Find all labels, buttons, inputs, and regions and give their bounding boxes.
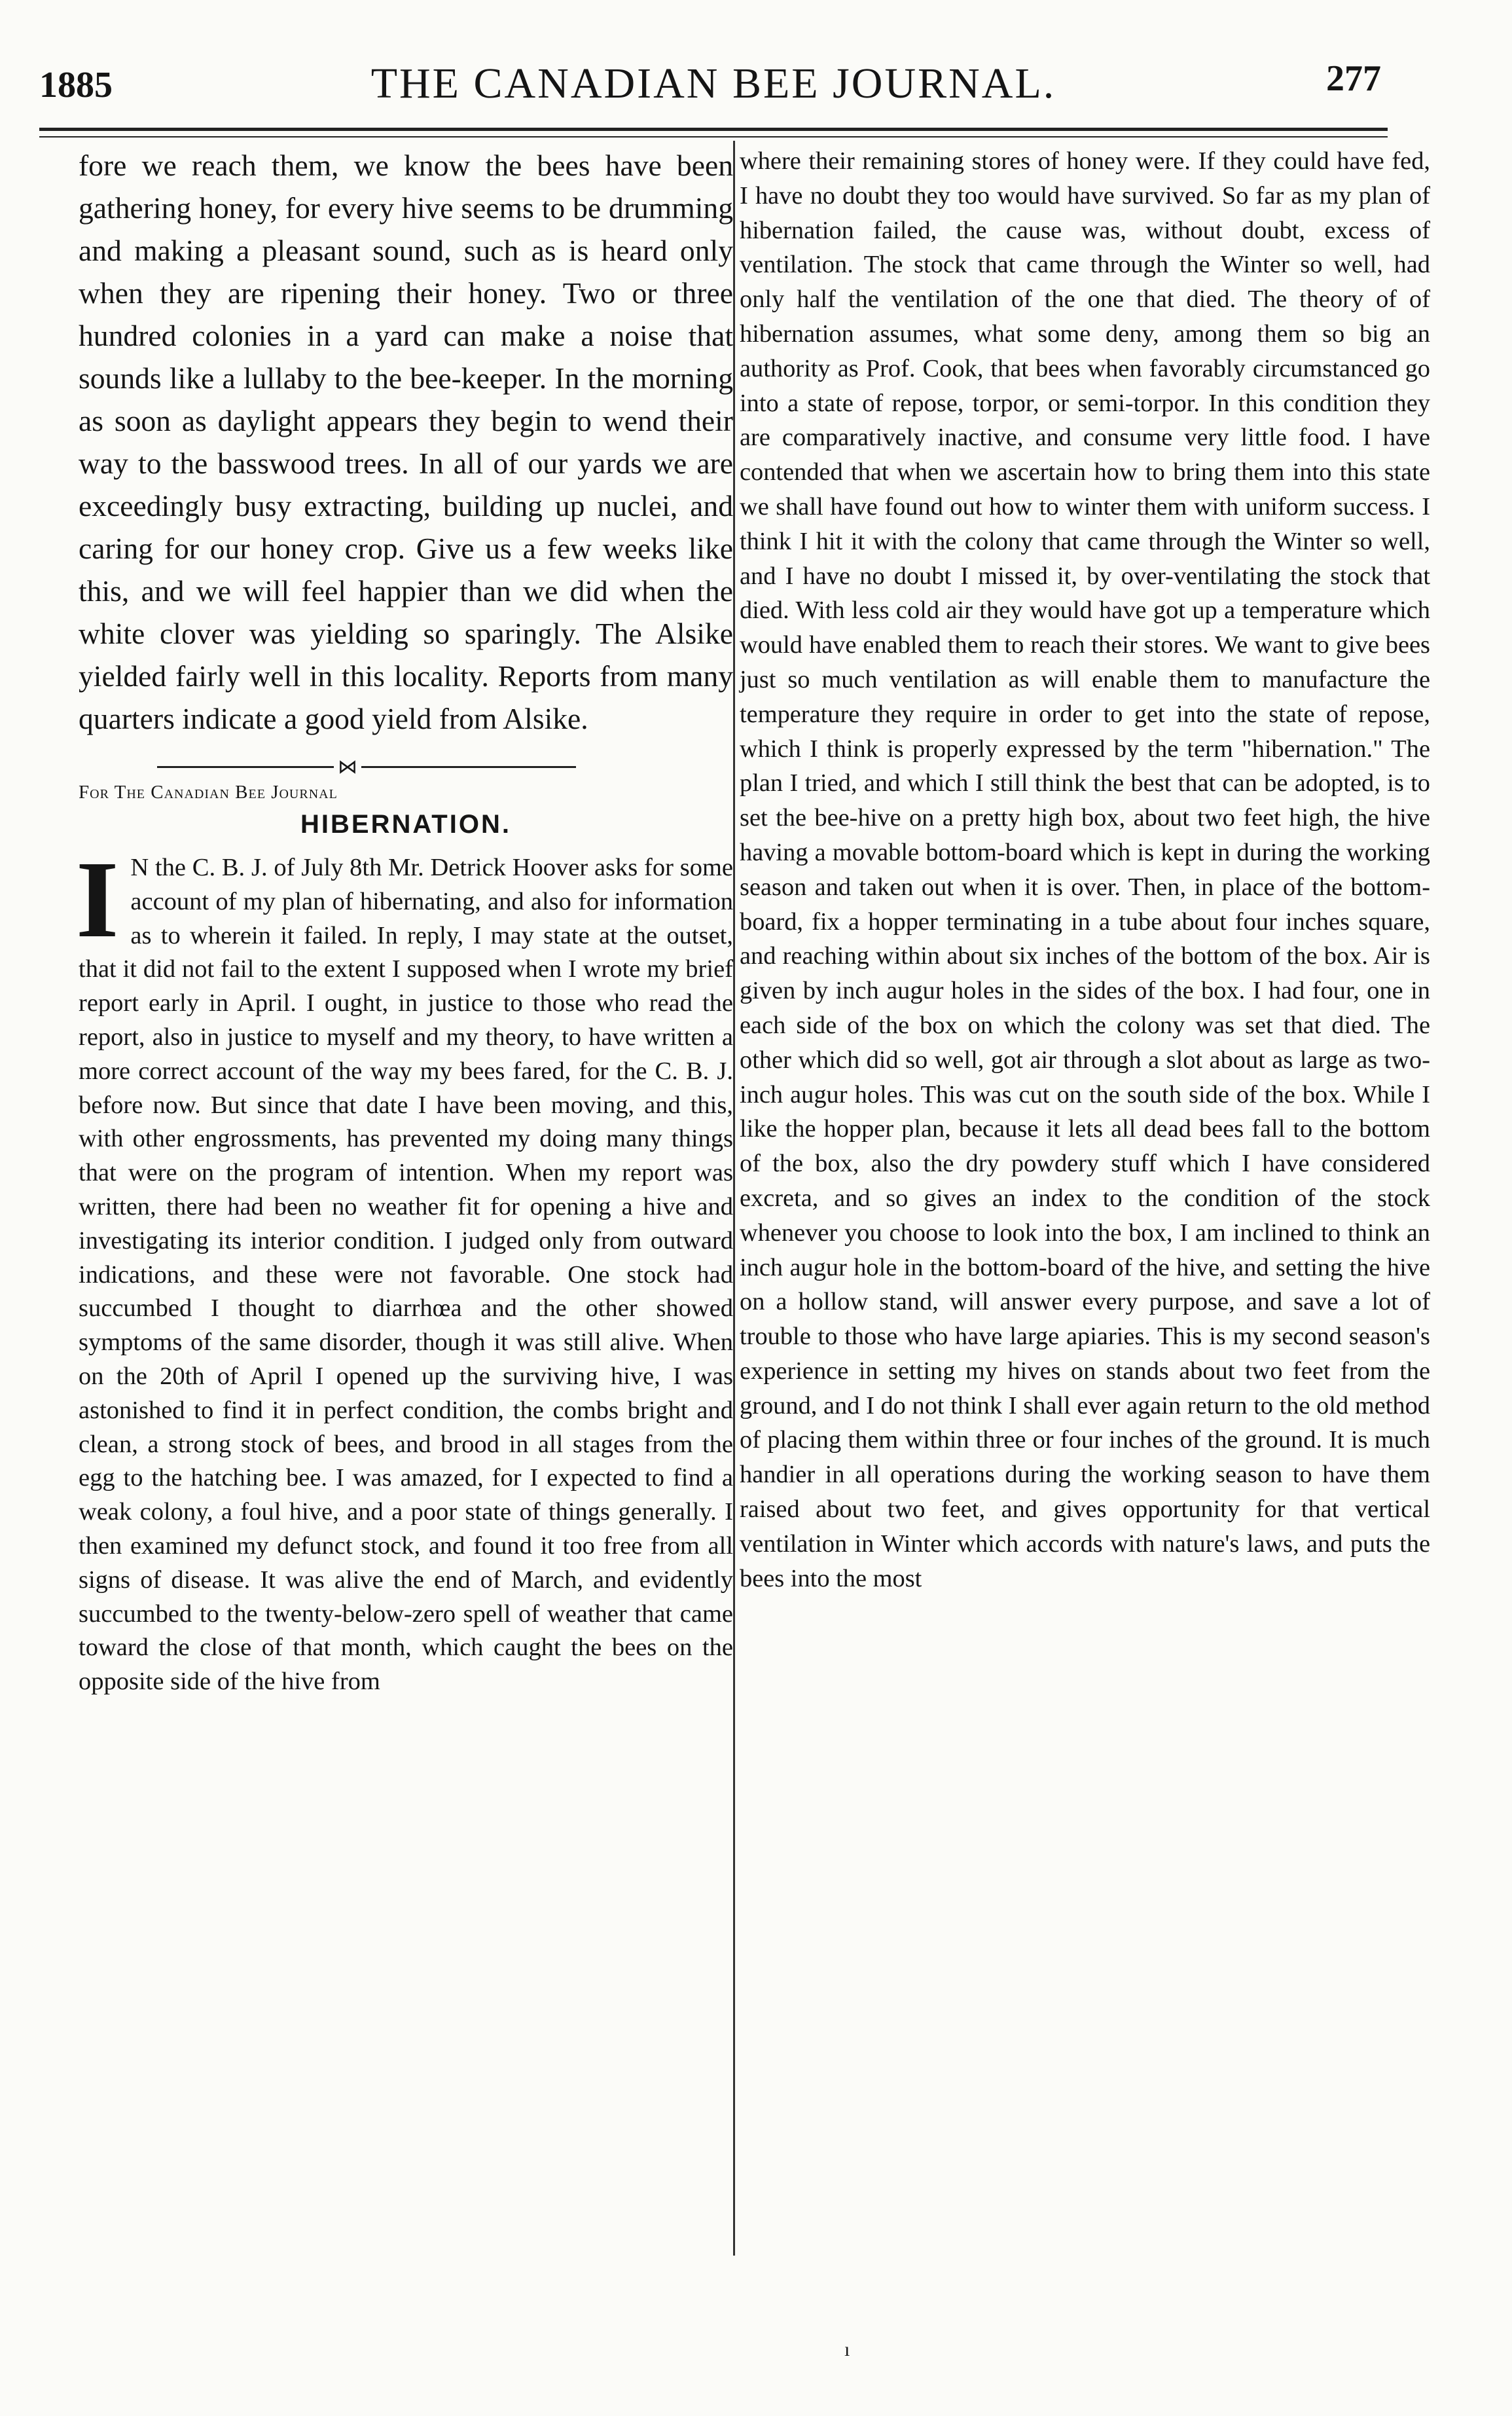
- header-rule-thin: [39, 136, 1388, 137]
- drop-cap: I: [76, 839, 119, 961]
- article-body: [76, 839, 733, 1699]
- journal-title: THE CANADIAN BEE JOURNAL.: [370, 60, 1056, 107]
- left-column: [76, 144, 733, 1699]
- article-source-line: For The Canadian Bee Journal: [79, 782, 338, 803]
- right-column: [740, 144, 1430, 1596]
- separator-ornament: ⋈: [334, 756, 361, 778]
- header-rule-thick: [39, 128, 1388, 131]
- article-separator: [79, 756, 733, 778]
- footer-mark: ı: [844, 2339, 850, 2360]
- page-header: [39, 39, 1388, 124]
- article-title: HIBERNATION.: [300, 810, 511, 839]
- article-body-text: N the C. B. J. of July 8th Mr. Detrick Hoover asks for some account of my plan of hibernating, and also for information as to wherein it failed. In reply, I may state at the outset, that it did not fail to the extent I supposed when I wrote my brief report early in April. I ought, in justice to those who read the report, also in justice to myself and my theory, to have written a more correct account of the way my bees fared, for the C. B. J. before now. But since that date I have been moving, and this, with other engrossments, has prevented my doing many things that were on the program of intention. When my report was written, there had been no weather fit for opening a hive and investigating its interior condition. I judged only from outward indications, and these were not favorable. One stock had succumbed I thought to diarrhœa and the other showed symptoms of the same disorder, though it was still alive. When on the 20th of April I opened up the surviving hive, I was astonished to find it in perfect condition, the combs bright and clean, a strong stock of bees, and brood in all stages from the egg to the hatching bee. I was amazed, for I expected to find a weak colony, a foul hive, and a poor state of things generally. I then examined my defunct stock, and found it too free from all signs of disease. It was alive the end of March, and evidently succumbed to the twenty-below-zero spell of weather that came toward the close of that month, which caught the bees on the opposite side of the hive from: [79, 854, 733, 1696]
- page-number: 277: [1326, 58, 1381, 99]
- header-year: 1885: [39, 65, 113, 105]
- column-divider: [733, 141, 735, 2256]
- right-column-text: where their remaining stores of honey were. If they could have fed, I have no doubt they too would have survived. So far as my plan of hibernation failed, the cause was, without doubt, excess of ventilation. The stock that came through the Winter so well, had only half the ventilation of the one that died. The theory of of hibernation assumes, what some deny, among them so big an authority as Prof. Cook, that bees when favorably circumstanced go into a state of repose, torpor, or semi-torpor. In this condition they are comparatively inactive, and consume very little food. I have contended that when we ascertain how to bring them into this state we shall have found out how to winter them with uniform success. I think I hit it with the colony that came through the Winter so well, and I have no doubt I missed it, by over-ventilating the stock that died. With less cold air they would have got up a temperature which would have enabled them to reach their stores. We want to give bees just so much ventilation as will enable them to manufacture the temperature they require in order to get into the state of repose, which I think is properly expressed by the term "hibernation." The plan I tried, and which I still think the best that can be adopted, is to set the bee-hive on a pretty high box, about two feet high, the hive having a movable bottom-board which is kept in during the working season and taken out when it is over. Then, in place of the bottom-board, fix a hopper terminating in a tube about four inches square, and reaching within about six inches of the bottom of the box. Air is given by inch augur holes in the sides of the box. I had four, one in each side of the box on which the colony was set that died. The other which did so well, got air through a slot about as large as two-inch augur holes. This was cut on the south side of the box. While I like the hopper plan, because it lets all dead bees fall to the bottom of the box, also the dry powdery stuff which I have considered excreta, and so gives an index to the condition of the stock whenever you choose to look into the box, I am inclined to think an inch augur hole in the bottom-board of the hive, and setting the hive on a hollow stand, will answer every purpose, and save a lot of trouble to those who have large apiaries. This is my second season's experience in setting my hives on stands about two feet from the ground, and I do not think I shall ever again return to the old method of placing them within three or four inches of the ground. It is much handier in all operations during the working season to have them raised about two feet, and gives opportunity for that vertical ventilation in Winter which accords with nature's laws, and puts the bees into the most: [740, 147, 1430, 1592]
- separator-line: [157, 766, 576, 768]
- continued-paragraph: fore we reach them, we know the bees have been gathering honey, for every hive seems to be drumming and making a pleasant sound, such as is heard only when they are ripening their honey. Two or three hundred colonies in a yard can make a noise that sounds like a lullaby to the bee-keeper. In the morning as soon as daylight appears they begin to wend their way to the basswood trees. In all of our yards we are exceedingly busy extracting, building up nuclei, and caring for our honey crop. Give us a few weeks like this, and we will feel happier than we did when the white clover was yielding so sparingly. The Alsike yielded fairly well in this locality. Reports from many quarters indicate a good yield from Alsike.: [79, 149, 733, 735]
